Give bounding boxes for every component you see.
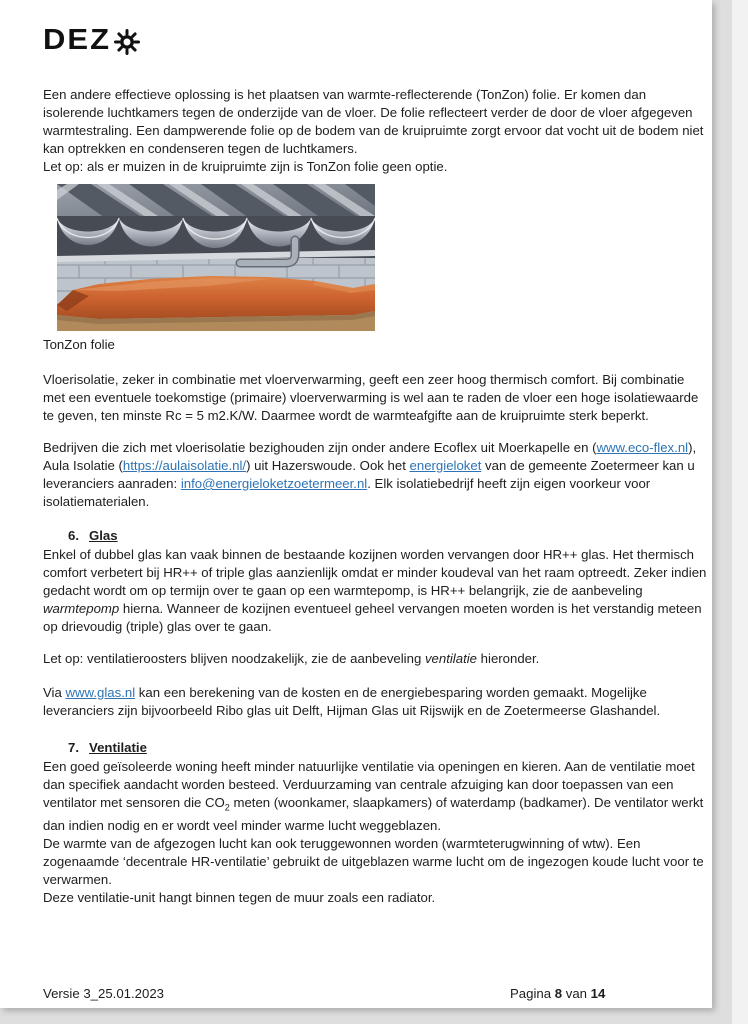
- heading-number: 7.: [68, 740, 79, 755]
- heading-number: 6.: [68, 528, 79, 543]
- link-eco-flex[interactable]: www.eco-flex.nl: [596, 440, 689, 455]
- text-segment: hieronder.: [477, 651, 540, 666]
- text-segment: ) uit Hazerswoude. Ook het: [246, 458, 410, 473]
- sun-gear-icon: [114, 29, 140, 55]
- crawlspace-photo: [57, 184, 375, 331]
- paragraph-vloerisolatie: Vloerisolatie, zeker in combinatie met vloerverwarming, geeft een zeer hoog thermisch comfort. Bij combinatie met een eventuele toekomstige (primaire) vloerverwarming is wel aan te raden de vloer een hoge isolatiewaarde te geven, ten minste Rc = 5 m2.K/W. Daarmee wordt de warmteafgifte aan de kruipruimte sterk beperkt.: [43, 372, 699, 423]
- heading-label: Ventilatie: [89, 740, 147, 755]
- logo: [43, 0, 707, 56]
- footer-page-prefix: Pagina: [510, 986, 555, 1001]
- paragraph-tonzon-note: Let op: als er muizen in de kruipruimte zijn is TonZon folie geen optie.: [43, 159, 448, 174]
- italic-warmtepomp: warmtepomp: [43, 601, 120, 616]
- link-glas-nl[interactable]: www.glas.nl: [65, 685, 136, 700]
- text-segment: meten (woonkamer, slaapkamers) of waterdamp (badkamer). De ventilator werkt dan indien nodig en er wordt veel minder warme lucht weggeblazen.: [43, 795, 704, 833]
- viewport-right-gutter: [732, 0, 748, 1024]
- heading-label: Glas: [89, 528, 118, 543]
- page-content: [43, 0, 707, 907]
- logo-text: DEZ: [43, 23, 111, 56]
- link-energieloket[interactable]: energieloket: [409, 458, 482, 473]
- footer-page-separator: van: [562, 986, 591, 1001]
- text-segment: Enkel of dubbel glas kan vaak binnen de bestaande kozijnen worden vervangen door HR++ glas. Het thermisch comfort verbetert bij HR++ of triple glas aanzienlijk omdat er minder koudeval van het raam optreedt. Zeker indien gedacht wordt om op termijn over te gaan op een warmtepomp, is HR++ belangrijk, zie de aanbeveling: [43, 547, 707, 598]
- text-segment: . Elk isolatiebedrijf heeft zijn eigen voorkeur voor isolatiematerialen.: [43, 476, 651, 509]
- paragraph-letop-ventilatie: [43, 650, 707, 668]
- text-segment: kan een berekening van de kosten en de energiebesparing worden gemaakt. Mogelijke leveranciers zijn bijvoorbeeld Ribo glas uit Delft, Hijman Glas uit Rijswijk en de Zoetermeerse Glashandel.: [43, 685, 661, 718]
- text-segment: De warmte van de afgezogen lucht kan ook teruggewonnen worden (warmteterugwinning of wtw). Een zogenaamde ‘decentrale HR-ventilatie’ gebruikt de uitgeblazen warme lucht om de ingezogen koude lucht voor te verwarmen.: [43, 835, 704, 887]
- link-energieloket-email[interactable]: info@energieloketzoetermeer.nl: [180, 476, 368, 491]
- text-segment: Bedrijven die zich met vloerisolatie bezighouden zijn onder andere Ecoflex uit Moerkapelle en (: [43, 440, 597, 455]
- footer-page-total: 14: [590, 986, 606, 1001]
- figure-caption: TonZon folie: [43, 337, 115, 352]
- paragraph-tonzon: [43, 86, 707, 176]
- paragraph-glas: [43, 546, 707, 636]
- footer-page-number: 8: [554, 986, 563, 1001]
- text-segment: Via: [43, 685, 66, 700]
- text-segment: Een goed geïsoleerde woning heeft minder natuurlijke ventilatie via openingen en kieren. Aan de ventilatie moet dan specifiek aandacht worden besteed. Verduurzaming van centrale afzuiging kan door toepassen van een ventilator met sensoren die CO: [43, 759, 695, 810]
- italic-ventilatie: ventilatie: [424, 651, 478, 666]
- heading-ventilatie: [43, 739, 707, 757]
- link-aulaisolatie[interactable]: https://aulaisolatie.nl/: [122, 458, 247, 473]
- footer-page-indicator: [510, 986, 605, 1001]
- paragraph-tonzon-body: Een andere effectieve oplossing is het plaatsen van warmte-reflecterende (TonZon) folie. Er komen dan isolerende luchtkamers tegen de onderzijde van de vloer. De folie reflecteert verder de door de vloer afgegeven warmtestraling. Een dampwerende folie op de bodem van de kruipruimte zorgt ervoor dat vocht uit de bodem niet kan optrekken en condenseren tegen de luchtkamers.: [43, 87, 704, 156]
- heading-glas: [43, 527, 707, 545]
- footer-version: Versie 3_25.01.2023: [43, 986, 164, 1001]
- text-segment: Let op: ventilatieroosters blijven noodzakelijk, zie de aanbeveling: [43, 651, 425, 666]
- text-segment: van de gemeente Zoetermeer kan u leveranciers aanraden:: [43, 458, 695, 491]
- co2-subscript: 2: [224, 802, 230, 813]
- figure-tonzon: [43, 184, 707, 354]
- paragraph-bedrijven: [43, 439, 707, 511]
- text-segment: Deze ventilatie-unit hangt binnen tegen de muur zoals een radiator.: [43, 889, 436, 905]
- text-segment: hierna. Wanneer de kozijnen eventueel geheel vervangen moeten worden is het verstandig meteen op drievoudig (triple) glas over te gaan.: [43, 601, 702, 634]
- paragraph-via-glas: [43, 684, 707, 720]
- paragraph-ventilatie: [43, 758, 707, 907]
- text-segment: ), Aula Isolatie (: [43, 440, 697, 473]
